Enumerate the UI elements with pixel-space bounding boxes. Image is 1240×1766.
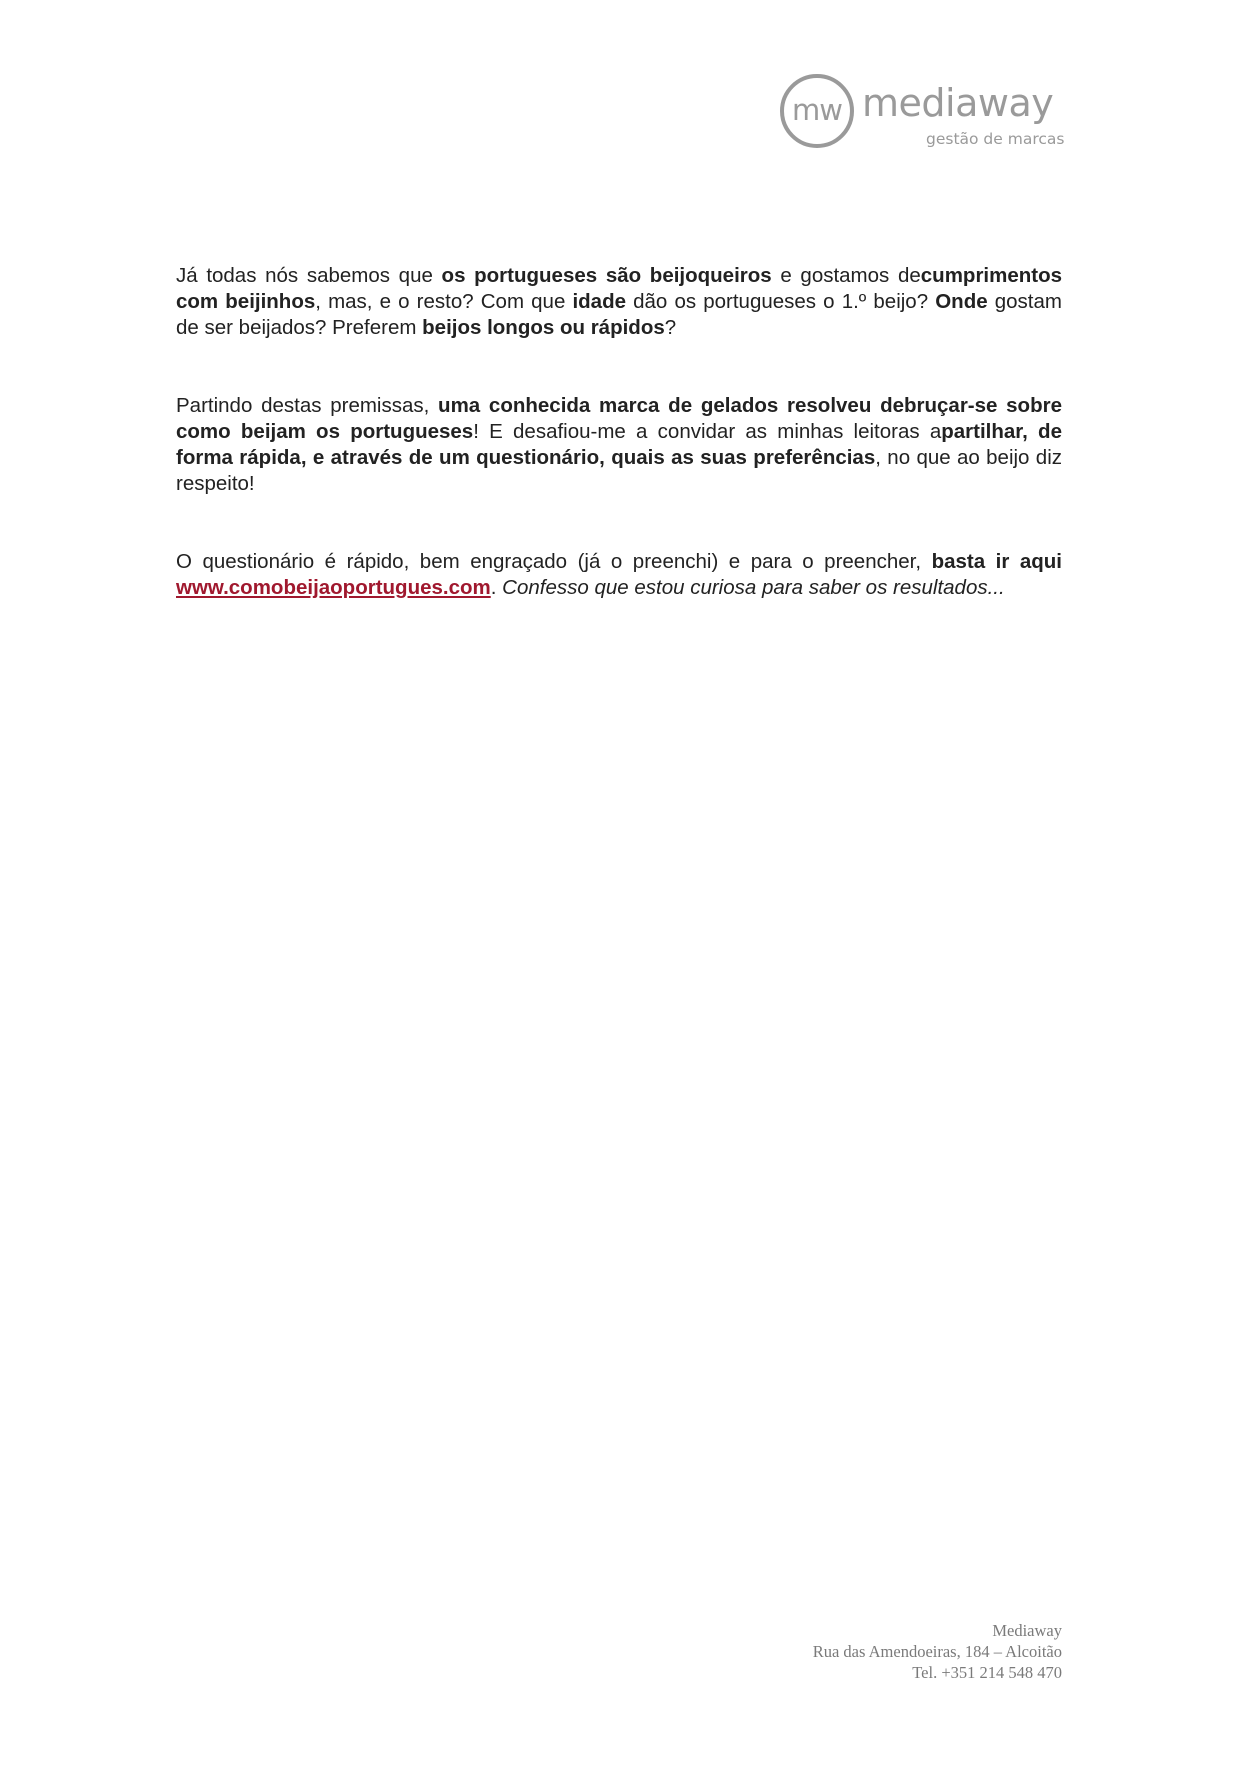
bold-span: os portugueses são beijoqueiros: [441, 264, 772, 287]
bold-span: Onde: [935, 290, 988, 313]
paragraph-intro: [176, 263, 1062, 341]
text-span: e gostamos de: [771, 264, 921, 287]
bold-span: idade: [572, 290, 627, 313]
bold-span: uma conhecida marca de gelados resolveu debruçar-se sobre como beijam os portugueses: [176, 394, 1062, 443]
logo-tagline: gestão de marcas: [926, 130, 1065, 148]
bold-span: basta ir aqui: [931, 550, 1062, 573]
text-span: Já todas nós sabemos que: [176, 264, 442, 287]
company-logo: [780, 70, 1080, 160]
footer-company: Mediaway: [992, 1621, 1062, 1640]
bold-span: partilhar, de forma rápida, e através de um questionário, quais as suas preferências: [176, 420, 1062, 469]
footer-street: Rua das Amendoeiras, 184 – Alcoitão: [812, 1642, 1062, 1661]
text-span: , mas, e o resto? Com que: [315, 290, 573, 313]
footer-address: [813, 1620, 1062, 1683]
bold-span: beijos longos ou rápidos: [422, 316, 665, 339]
text-span: O questionário é rápido, bem engraçado (já o preenchi) e para o preencher,: [176, 550, 932, 573]
text-span: , no que ao beijo diz respeito!: [176, 446, 1063, 495]
text-span: ?: [664, 316, 677, 339]
text-span: Partindo destas premissas,: [176, 394, 439, 417]
footer-phone: Tel. +351 214 548 470: [912, 1663, 1062, 1682]
text-span: dão os portugueses o 1.º beijo?: [626, 290, 936, 313]
text-span: gostam de ser beijados? Preferem: [176, 290, 1062, 339]
text-span: .: [490, 576, 503, 599]
paragraph-questionnaire: [176, 549, 1062, 601]
logo-name: mediaway: [862, 81, 1054, 125]
italic-span: Confesso que estou curiosa para saber os resultados...: [502, 576, 1005, 599]
document-body: [176, 263, 1062, 653]
text-span: ! E desafiou-me a convidar as minhas leitoras a: [473, 420, 942, 443]
logo-mark-letters: mw: [792, 93, 842, 127]
questionnaire-link[interactable]: www.comobeijaoportugues.com: [176, 576, 491, 599]
paragraph-premise: [176, 393, 1062, 497]
bold-span: cumprimentos com beijinhos: [176, 264, 1063, 313]
logo-mark: [780, 74, 854, 148]
